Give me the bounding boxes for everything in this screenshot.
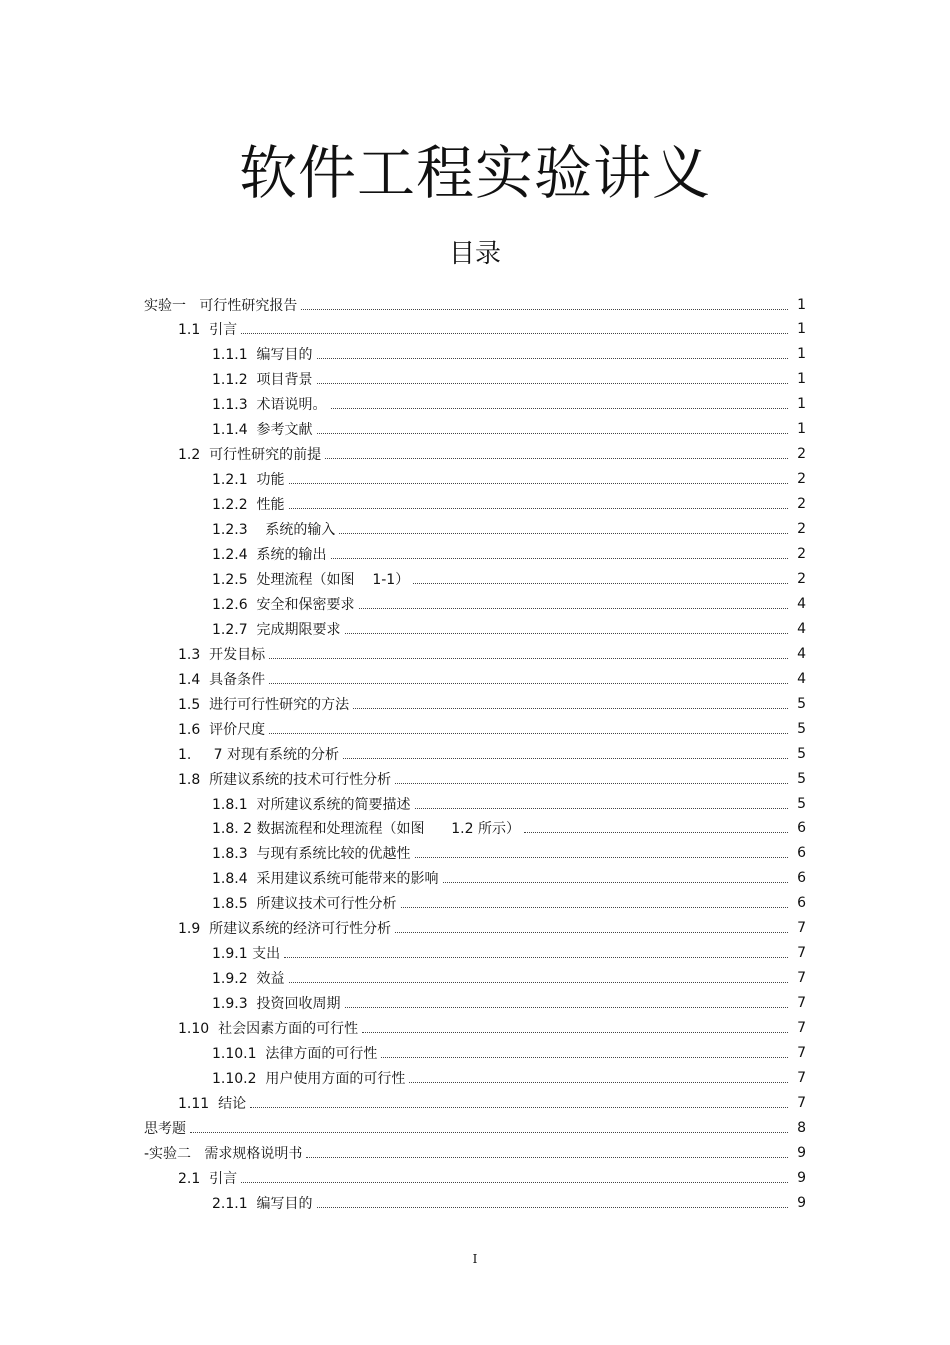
toc-entry-page: 1: [797, 421, 806, 438]
toc-dot-leader: [317, 382, 788, 384]
toc-entry-label: 2.1.1 编写目的: [212, 1195, 313, 1212]
toc-entry[interactable]: [0, 1016, 950, 1041]
toc-dot-leader: [413, 582, 788, 584]
toc-entry-label: 1.11 结论: [178, 1095, 247, 1112]
toc-dot-leader: [289, 482, 788, 484]
toc-entry-page: 2: [797, 496, 806, 513]
toc-entry-label: 实验一 可行性研究报告: [144, 297, 298, 314]
toc-entry-label: 思考题: [144, 1120, 186, 1137]
toc-entry-page: 2: [797, 446, 806, 463]
toc-entry[interactable]: [0, 517, 950, 542]
toc-entry-label: 1.8.5 所建议技术可行性分析: [212, 896, 397, 913]
toc-entry[interactable]: [0, 941, 950, 966]
toc-dot-leader: [317, 432, 788, 434]
toc-entry[interactable]: [0, 591, 950, 616]
toc-entry[interactable]: [0, 791, 950, 816]
toc-entry[interactable]: [0, 1165, 950, 1190]
toc-entry-label: 1.10 社会因素方面的可行性: [178, 1021, 359, 1038]
toc-entry-label: 1.2.7 完成期限要求: [212, 621, 341, 638]
document-title: 软件工程实验讲义: [238, 139, 711, 207]
toc-dot-leader: [524, 831, 788, 833]
toc-entry[interactable]: [0, 666, 950, 691]
toc-entry-page: 7: [797, 945, 806, 962]
toc-entry[interactable]: [0, 492, 950, 517]
toc-entry[interactable]: [0, 442, 950, 467]
toc-entry[interactable]: [0, 392, 950, 417]
toc-dot-leader: [345, 1006, 788, 1008]
toc-dot-leader: [269, 732, 788, 734]
toc-entry-label: 1.8.1 对所建议系统的简要描述: [212, 796, 411, 813]
toc-dot-leader: [250, 1106, 788, 1108]
toc-entry-page: 8: [797, 1119, 806, 1136]
toc-dot-leader: [190, 1131, 788, 1133]
toc-entry-page: 6: [797, 820, 806, 837]
toc-entry-label: 1.9.1 支出: [212, 946, 281, 963]
toc-entry-label: 2.1 引言: [178, 1170, 238, 1187]
toc-entry-label: 1.9 所建议系统的经济可行性分析: [178, 921, 392, 938]
toc-entry-label: 1.8.4 采用建议系统可能带来的影响: [212, 871, 439, 888]
toc-entry[interactable]: [0, 317, 950, 342]
toc-dot-leader: [409, 1081, 788, 1083]
toc-entry-label: 1.2.1 功能: [212, 472, 285, 489]
toc-entry-page: 6: [797, 845, 806, 862]
toc-entry-page: 1: [797, 371, 806, 388]
toc-entry[interactable]: [0, 1065, 950, 1090]
toc-dot-leader: [395, 782, 788, 784]
toc-entry-page: 9: [797, 1194, 806, 1211]
toc-entry-page: 5: [797, 695, 806, 712]
toc-dot-leader: [395, 931, 788, 933]
toc-dot-leader: [331, 557, 788, 559]
toc-entry-page: 5: [797, 745, 806, 762]
toc-entry-page: 6: [797, 895, 806, 912]
toc-dot-leader: [284, 956, 788, 958]
toc-entry-label: 1.10.2 用户使用方面的可行性: [212, 1070, 406, 1087]
toc-entry[interactable]: [0, 891, 950, 916]
toc-entry[interactable]: [0, 691, 950, 716]
toc-dot-leader: [306, 1156, 788, 1158]
toc-entry[interactable]: [0, 616, 950, 641]
toc-dot-leader: [381, 1056, 788, 1058]
toc-entry-page: 9: [797, 1144, 806, 1161]
toc-dot-leader: [317, 1206, 788, 1208]
toc-entry[interactable]: [0, 1140, 950, 1165]
toc-entry-label: 1.9.2 效益: [212, 971, 285, 988]
toc-entry[interactable]: [0, 991, 950, 1016]
toc-entry-label: 1.1.4 参考文献: [212, 422, 313, 439]
toc-entry[interactable]: [0, 866, 950, 891]
toc-entry[interactable]: [0, 1041, 950, 1066]
toc-entry-label: 1.1.2 项目背景: [212, 372, 313, 389]
toc-entry-label: 1.1.3 术语说明。: [212, 397, 327, 414]
toc-entry-label: 1.9.3 投资回收周期: [212, 996, 341, 1013]
toc-entry-label: 1.5 进行可行性研究的方法: [178, 696, 350, 713]
page-number: I: [472, 1252, 478, 1266]
toc-dot-leader: [241, 332, 788, 334]
toc-entry-label: 1.1.1 编写目的: [212, 347, 313, 364]
toc-entry-label: 1.8. 2 数据流程和处理流程（如图 1.2 所示）: [212, 821, 520, 838]
toc-entry-page: 5: [797, 770, 806, 787]
toc-dot-leader: [241, 1181, 788, 1183]
toc-entry-label: 1.8 所建议系统的技术可行性分析: [178, 771, 392, 788]
toc-dot-leader: [362, 1031, 788, 1033]
toc-entry-label: 1.2.4 系统的输出: [212, 547, 327, 563]
toc-entry[interactable]: [0, 367, 950, 392]
toc-entry-page: 7: [797, 920, 806, 937]
toc-dot-leader: [401, 906, 788, 908]
toc-entry[interactable]: [0, 841, 950, 866]
toc-entry[interactable]: [0, 1190, 950, 1215]
toc-entry-page: 1: [797, 296, 806, 313]
toc-dot-leader: [415, 807, 788, 809]
toc-entry-page: 1: [797, 321, 806, 338]
toc-entry-label: -实验二 需求规格说明书: [144, 1145, 303, 1162]
toc-entry-page: 7: [797, 1094, 806, 1111]
toc-entry-label: 1.3 开发目标: [178, 646, 266, 663]
toc-entry-page: 4: [797, 645, 806, 662]
toc-entry[interactable]: [0, 1090, 950, 1115]
toc-dot-leader: [359, 607, 788, 609]
toc-entry-label: 1.2.6 安全和保密要求: [212, 596, 355, 613]
toc-entry-label: 1.2.2 性能: [212, 497, 285, 514]
toc-entry-page: 1: [797, 396, 806, 413]
toc-entry-page: 7: [797, 1045, 806, 1061]
toc-entry-page: 5: [797, 795, 806, 812]
toc-entry[interactable]: [0, 716, 950, 741]
toc-entry-label: 1.6 评价尺度: [178, 721, 266, 738]
toc-entry[interactable]: [0, 417, 950, 442]
toc-dot-leader: [269, 657, 788, 659]
toc-entry-page: 1: [797, 346, 806, 363]
toc-entry-label: 1.10.1 法律方面的可行性: [212, 1046, 378, 1062]
toc-entry-label: 1.1 引言: [178, 322, 238, 339]
toc-dot-leader: [353, 707, 788, 709]
toc-dot-leader: [339, 532, 788, 534]
toc-dot-leader: [317, 357, 788, 359]
toc-dot-leader: [301, 308, 788, 310]
toc-entry-page: 6: [797, 870, 806, 887]
toc-dot-leader: [443, 881, 788, 883]
toc-entry-label: 1.2 可行性研究的前提: [178, 447, 322, 464]
toc-entry[interactable]: [0, 342, 950, 367]
toc-entry-page: 2: [797, 570, 806, 587]
toc-dot-leader: [331, 407, 788, 409]
toc-entry-page: 7: [797, 970, 806, 987]
toc-entry-page: 5: [797, 720, 806, 737]
toc-entry[interactable]: [0, 816, 950, 841]
toc-dot-leader: [289, 507, 788, 509]
toc-entry-label: 1.4 具备条件: [178, 671, 266, 688]
toc-entry-label: 1. 7 对现有系统的分析: [178, 746, 339, 763]
toc-entry-label: 1.2.3 系统的输入: [212, 522, 336, 539]
toc-dot-leader: [343, 757, 788, 759]
toc-entry[interactable]: [0, 916, 950, 941]
toc-entry[interactable]: [0, 292, 950, 317]
toc-dot-leader: [325, 457, 788, 459]
toc-entry[interactable]: [0, 542, 950, 567]
toc-entry-page: 4: [797, 670, 806, 687]
toc-dot-leader: [415, 856, 788, 858]
toc-heading: 目录: [448, 239, 501, 269]
toc-entry-page: 7: [797, 1020, 806, 1037]
toc-entry-page: 4: [797, 595, 806, 612]
toc-entry[interactable]: [0, 766, 950, 791]
toc-entry-page: 9: [797, 1169, 806, 1186]
toc-entry[interactable]: [0, 1115, 950, 1140]
toc-dot-leader: [289, 981, 788, 983]
toc-entry-label: 1.8.3 与现有系统比较的优越性: [212, 846, 411, 863]
toc-entry-page: 2: [797, 546, 806, 562]
toc-entry-page: 2: [797, 471, 806, 488]
toc-entry[interactable]: [0, 467, 950, 492]
toc-entry[interactable]: [0, 566, 950, 591]
toc-entry[interactable]: [0, 966, 950, 991]
toc-entry[interactable]: [0, 741, 950, 766]
toc-entry-page: 7: [797, 995, 806, 1012]
toc-entry-page: 4: [797, 620, 806, 637]
toc-entry-page: 2: [797, 521, 806, 538]
toc-dot-leader: [345, 632, 788, 634]
toc-entry-label: 1.2.5 处理流程（如图 1-1）: [212, 571, 410, 588]
toc-entry[interactable]: [0, 641, 950, 666]
toc-dot-leader: [269, 682, 788, 684]
toc-entry-page: 7: [797, 1069, 806, 1086]
